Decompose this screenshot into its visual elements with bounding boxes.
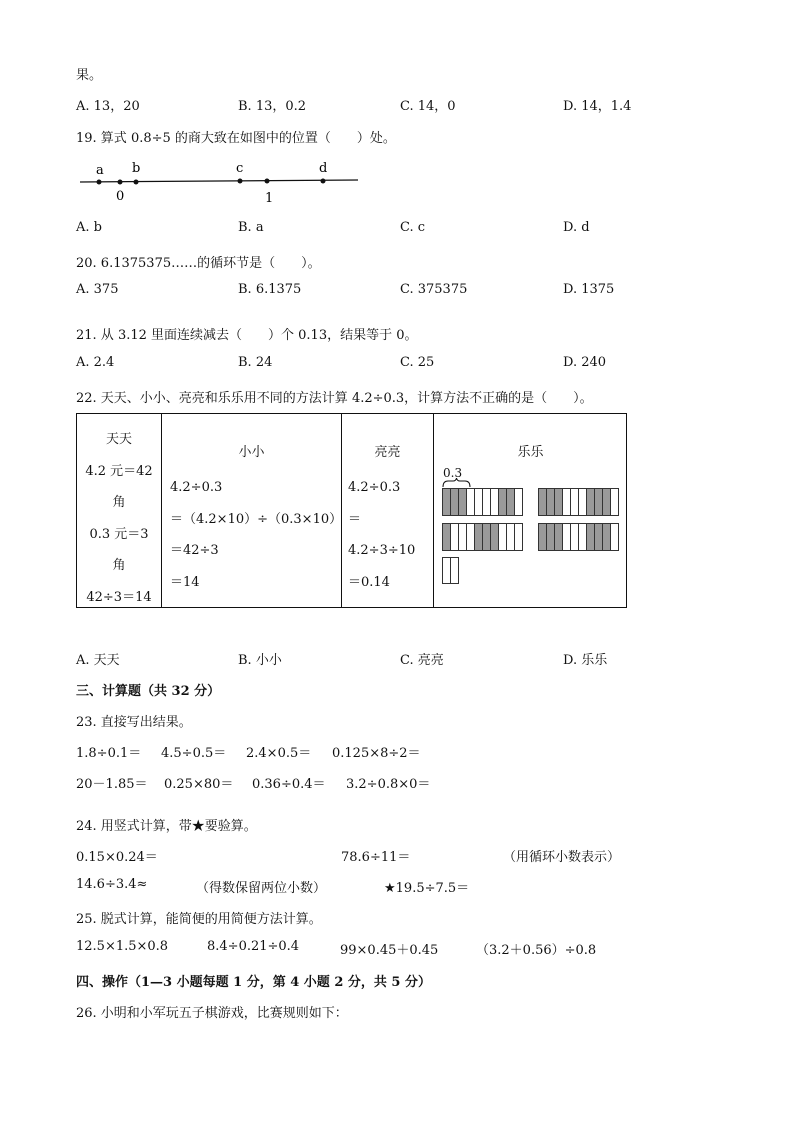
liangliang-line: ＝0.14 [348, 574, 390, 590]
tenths-bar [442, 488, 523, 516]
q19-question: 19. 算式 0.8÷5 的商大致在如图中的位置（ ）处。 [76, 131, 396, 146]
q18-option-a[interactable]: A. 13，20 [76, 99, 140, 114]
q24-item: ★19.5÷7.5＝ [384, 881, 470, 896]
q18-option-c[interactable]: C. 14，0 [400, 99, 456, 114]
point-a [97, 180, 102, 185]
q20-option-b[interactable]: B. 6.1375 [238, 282, 302, 297]
q26-question: 26. 小明和小军玩五子棋游戏，比赛规则如下： [76, 1006, 348, 1021]
q19-option-c[interactable]: C. c [400, 220, 426, 235]
label-one: 1 [265, 191, 274, 206]
q22-question: 22. 天天、小小、亮亮和乐乐用不同的方法计算 4.2÷0.3，计算方法不正确的是（ ）。 [76, 391, 593, 406]
tenths-bar [442, 523, 523, 551]
q21-option-a[interactable]: A. 2.4 [76, 355, 115, 370]
q25-item: 8.4÷0.21÷0.4 [207, 939, 300, 954]
q23-item: 2.4×0.5＝ [246, 746, 312, 761]
section-4-title: 四、操作（1—3 小题每题 1 分，第 4 小题 2 分，共 5 分） [76, 975, 432, 990]
q24-note: （用循环小数表示） [503, 850, 621, 865]
label-b: b [132, 161, 141, 176]
liangliang-cell [348, 472, 415, 598]
liangliang-line: 4.2÷3÷10 [348, 543, 416, 558]
q21-option-b[interactable]: B. 24 [238, 355, 273, 370]
label-d: d [319, 161, 328, 176]
q25-item: 12.5×1.5×0.8 [76, 939, 169, 954]
label-a: a [96, 163, 104, 178]
tiantian-line: 0.3 元＝3 [89, 526, 149, 542]
q19-option-a[interactable]: A. b [76, 220, 102, 235]
q19-option-d[interactable]: D. d [563, 220, 590, 235]
lele-brace-label: 0.3 [443, 466, 463, 480]
q23-question: 23. 直接写出结果。 [76, 715, 192, 730]
q18-option-d[interactable]: D. 14，1.4 [563, 99, 632, 114]
q25-item: （3.2＋0.56）÷0.8 [476, 943, 597, 958]
q21-question: 21. 从 3.12 里面连续减去（ ）个 0.13，结果等于 0。 [76, 328, 418, 343]
point-d [321, 179, 326, 184]
q23-item: 0.25×80＝ [164, 777, 234, 792]
q23-item: 3.2÷0.8×0＝ [346, 777, 431, 792]
q22-option-b[interactable]: B. 小小 [238, 653, 282, 668]
tiantian-line: 角 [112, 558, 126, 573]
q23-item: 20－1.85＝ [76, 777, 148, 792]
q24-item: 14.6÷3.4≈ [76, 877, 148, 892]
tiantian-line: 4.2 元＝42 [85, 463, 153, 479]
tiantian-line: 角 [112, 495, 126, 510]
q20-option-a[interactable]: A. 375 [76, 282, 119, 297]
q23-item: 0.125×8÷2＝ [332, 746, 421, 761]
label-zero: 0 [116, 189, 125, 204]
point-1 [265, 179, 270, 184]
q24-item: 0.15×0.24＝ [76, 850, 158, 865]
methods-table [76, 413, 627, 608]
q22-option-c[interactable]: C. 亮亮 [400, 653, 444, 668]
q20-question: 20. 6.1375375……的循环节是（ ）。 [76, 256, 321, 271]
xiaoxiao-line: ＝（4.2×10）÷（0.3×10） [170, 511, 343, 527]
q23-item: 1.8÷0.1＝ [76, 746, 142, 761]
liangliang-line: ＝ [348, 511, 362, 527]
q20-option-d[interactable]: D. 1375 [563, 282, 615, 297]
tiantian-line: 42÷3＝14 [86, 589, 152, 605]
q23-item: 0.36÷0.4＝ [252, 777, 326, 792]
q24-item: 78.6÷11＝ [341, 850, 411, 865]
q24-question: 24. 用竖式计算，带★要验算。 [76, 819, 257, 834]
q21-option-d[interactable]: D. 240 [563, 355, 607, 370]
tenths-bar-part [442, 557, 459, 584]
tiantian-name: 天天 [105, 432, 132, 447]
point-b [134, 180, 139, 185]
q20-option-c[interactable]: C. 375375 [400, 282, 468, 297]
q21-option-c[interactable]: C. 25 [400, 355, 435, 370]
xiaoxiao-line: 4.2÷0.3 [170, 480, 223, 495]
tiantian-cell [77, 424, 161, 613]
q18-tail: 果。 [76, 68, 103, 83]
xiaoxiao-line: ＝14 [170, 574, 200, 590]
point-c [238, 179, 243, 184]
xiaoxiao-line: ＝42÷3 [170, 543, 219, 558]
q25-item: 99×0.45＋0.45 [340, 943, 439, 958]
brace-icon [442, 478, 472, 488]
q23-item: 4.5÷0.5＝ [161, 746, 227, 761]
label-c: c [236, 161, 244, 176]
point-0 [118, 180, 123, 185]
lele-name: 乐乐 [517, 445, 544, 460]
number-line-figure [76, 155, 366, 210]
liangliang-line: 4.2÷0.3 [348, 480, 401, 495]
section-3-title: 三、计算题（共 32 分） [76, 684, 221, 699]
q25-question: 25. 脱式计算，能简便的用简便方法计算。 [76, 912, 322, 927]
tenths-bar [538, 488, 619, 516]
tenths-bar [538, 523, 619, 551]
q19-option-b[interactable]: B. a [238, 220, 264, 235]
xiaoxiao-name: 小小 [238, 445, 265, 460]
q22-option-a[interactable]: A. 天天 [76, 653, 120, 668]
xiaoxiao-cell [170, 472, 342, 598]
liangliang-name: 亮亮 [374, 445, 401, 460]
q22-option-d[interactable]: D. 乐乐 [563, 653, 608, 668]
q24-note: （得数保留两位小数） [196, 881, 327, 896]
q18-option-b[interactable]: B. 13，0.2 [238, 99, 307, 114]
